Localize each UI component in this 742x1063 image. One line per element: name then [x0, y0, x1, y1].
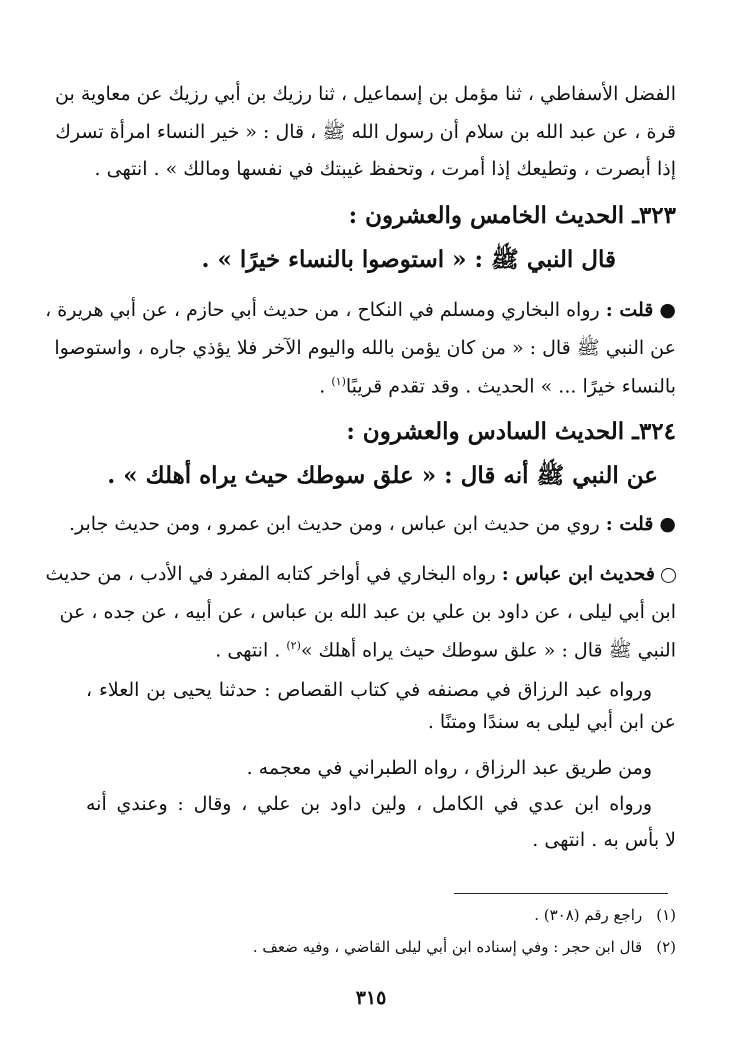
- text-line: الفضل الأسفاطي ، ثنا مؤمل بن إسماعيل ، ثنا رزيك بن أبي رزيك عن معاوية بن: [55, 83, 676, 105]
- comment-line: [69, 510, 676, 538]
- bullet-icon: ●: [659, 299, 676, 321]
- hadith-323-title: ٣٢٣ـ الحديث الخامس والعشرون :: [348, 202, 676, 229]
- comment-line: [215, 632, 676, 664]
- comment-line: عن النبي ﷺ قال : « من كان يؤمن بالله واليوم الآخر فلا يؤذي جاره ، واستوصوا: [54, 337, 676, 359]
- footnote-ref: (١): [331, 375, 346, 388]
- comment-text: بالنساء خيرًا ... » الحديث . وقد تقدم قريبًا: [345, 375, 676, 398]
- hadith-324-text: عن النبي ﷺ أنه قال : « علق سوطك حيث يراه أهلك » .: [107, 462, 658, 489]
- comment-text: النبي ﷺ قال : « علق سوطك حيث يراه أهلك »: [300, 639, 676, 662]
- hadith-324-title: ٣٢٤ـ الحديث السادس والعشرون :: [346, 418, 676, 445]
- footnote-1: [534, 904, 676, 926]
- text-line: ورواه عبد الرزاق في مصنفه في كتاب القصاص : حدثنا يحيى بن العلاء ،: [86, 679, 652, 701]
- comment-line: [45, 560, 676, 588]
- comment-text-end: . انتهى .: [215, 639, 287, 662]
- text-line: عن ابن أبي ليلى به سندًا ومتنًا .: [427, 711, 676, 733]
- text-line: لا بأس به . انتهى .: [532, 829, 676, 851]
- comment-text: روي من حديث ابن عباس ، ومن حديث ابن عمرو ، ومن حديث جابر.: [68, 513, 600, 535]
- page-number: ٣١٥: [355, 987, 387, 1009]
- comment-line: ابن أبي ليلى ، عن داود بن علي بن عبد الله بن عباس ، عن أبيه ، عن جده ، عن: [59, 601, 676, 623]
- comment-line: [319, 368, 676, 400]
- footnote-number: (٢): [656, 938, 676, 956]
- comment-label: قلت :: [605, 299, 654, 321]
- comment-line: [45, 296, 676, 324]
- text-line: إذا أبصرت ، وتطيعك إذا أمرت ، وتحفظ غيبتك في نفسها ومالك » . انتهى .: [94, 158, 676, 180]
- footnote-text: قال ابن حجر : وفي إسناده ابن أبي ليلى القاضي ، وفيه ضعف .: [252, 938, 643, 956]
- text-line: ومن طريق عبد الرزاق ، رواه الطبراني في معجمه .: [246, 757, 652, 779]
- comment-label: قلت :: [605, 513, 654, 535]
- footnote-divider: [454, 893, 668, 894]
- comment-text: رواه البخاري في أواخر كتابه المفرد في الأدب ، من حديث: [45, 563, 496, 585]
- comment-text-end: .: [319, 375, 332, 398]
- footnote-2: [253, 936, 676, 958]
- comment-label: فحديث ابن عباس :: [501, 563, 655, 585]
- text-line: قرة ، عن عبد الله بن سلام أن رسول الله ﷺ ، قال : « خير النساء امرأة تسرك: [55, 121, 676, 143]
- hadith-323-text: قال النبي ﷺ : « استوصوا بالنساء خيرًا » .: [201, 246, 616, 273]
- circle-bullet-icon: [661, 568, 676, 583]
- footnote-text: راجع رقم (٣٠٨) .: [534, 906, 643, 924]
- text-line: ورواه ابن عدي في الكامل ، ولين داود بن علي ، وقال : وعندي أنه: [86, 793, 652, 815]
- bullet-icon: ●: [659, 513, 676, 535]
- comment-text: رواه البخاري ومسلم في النكاح ، من حديث أبي حازم ، عن أبي هريرة ،: [45, 299, 600, 321]
- footnote-ref: (٢): [286, 639, 301, 652]
- footnote-number: (١): [656, 906, 676, 924]
